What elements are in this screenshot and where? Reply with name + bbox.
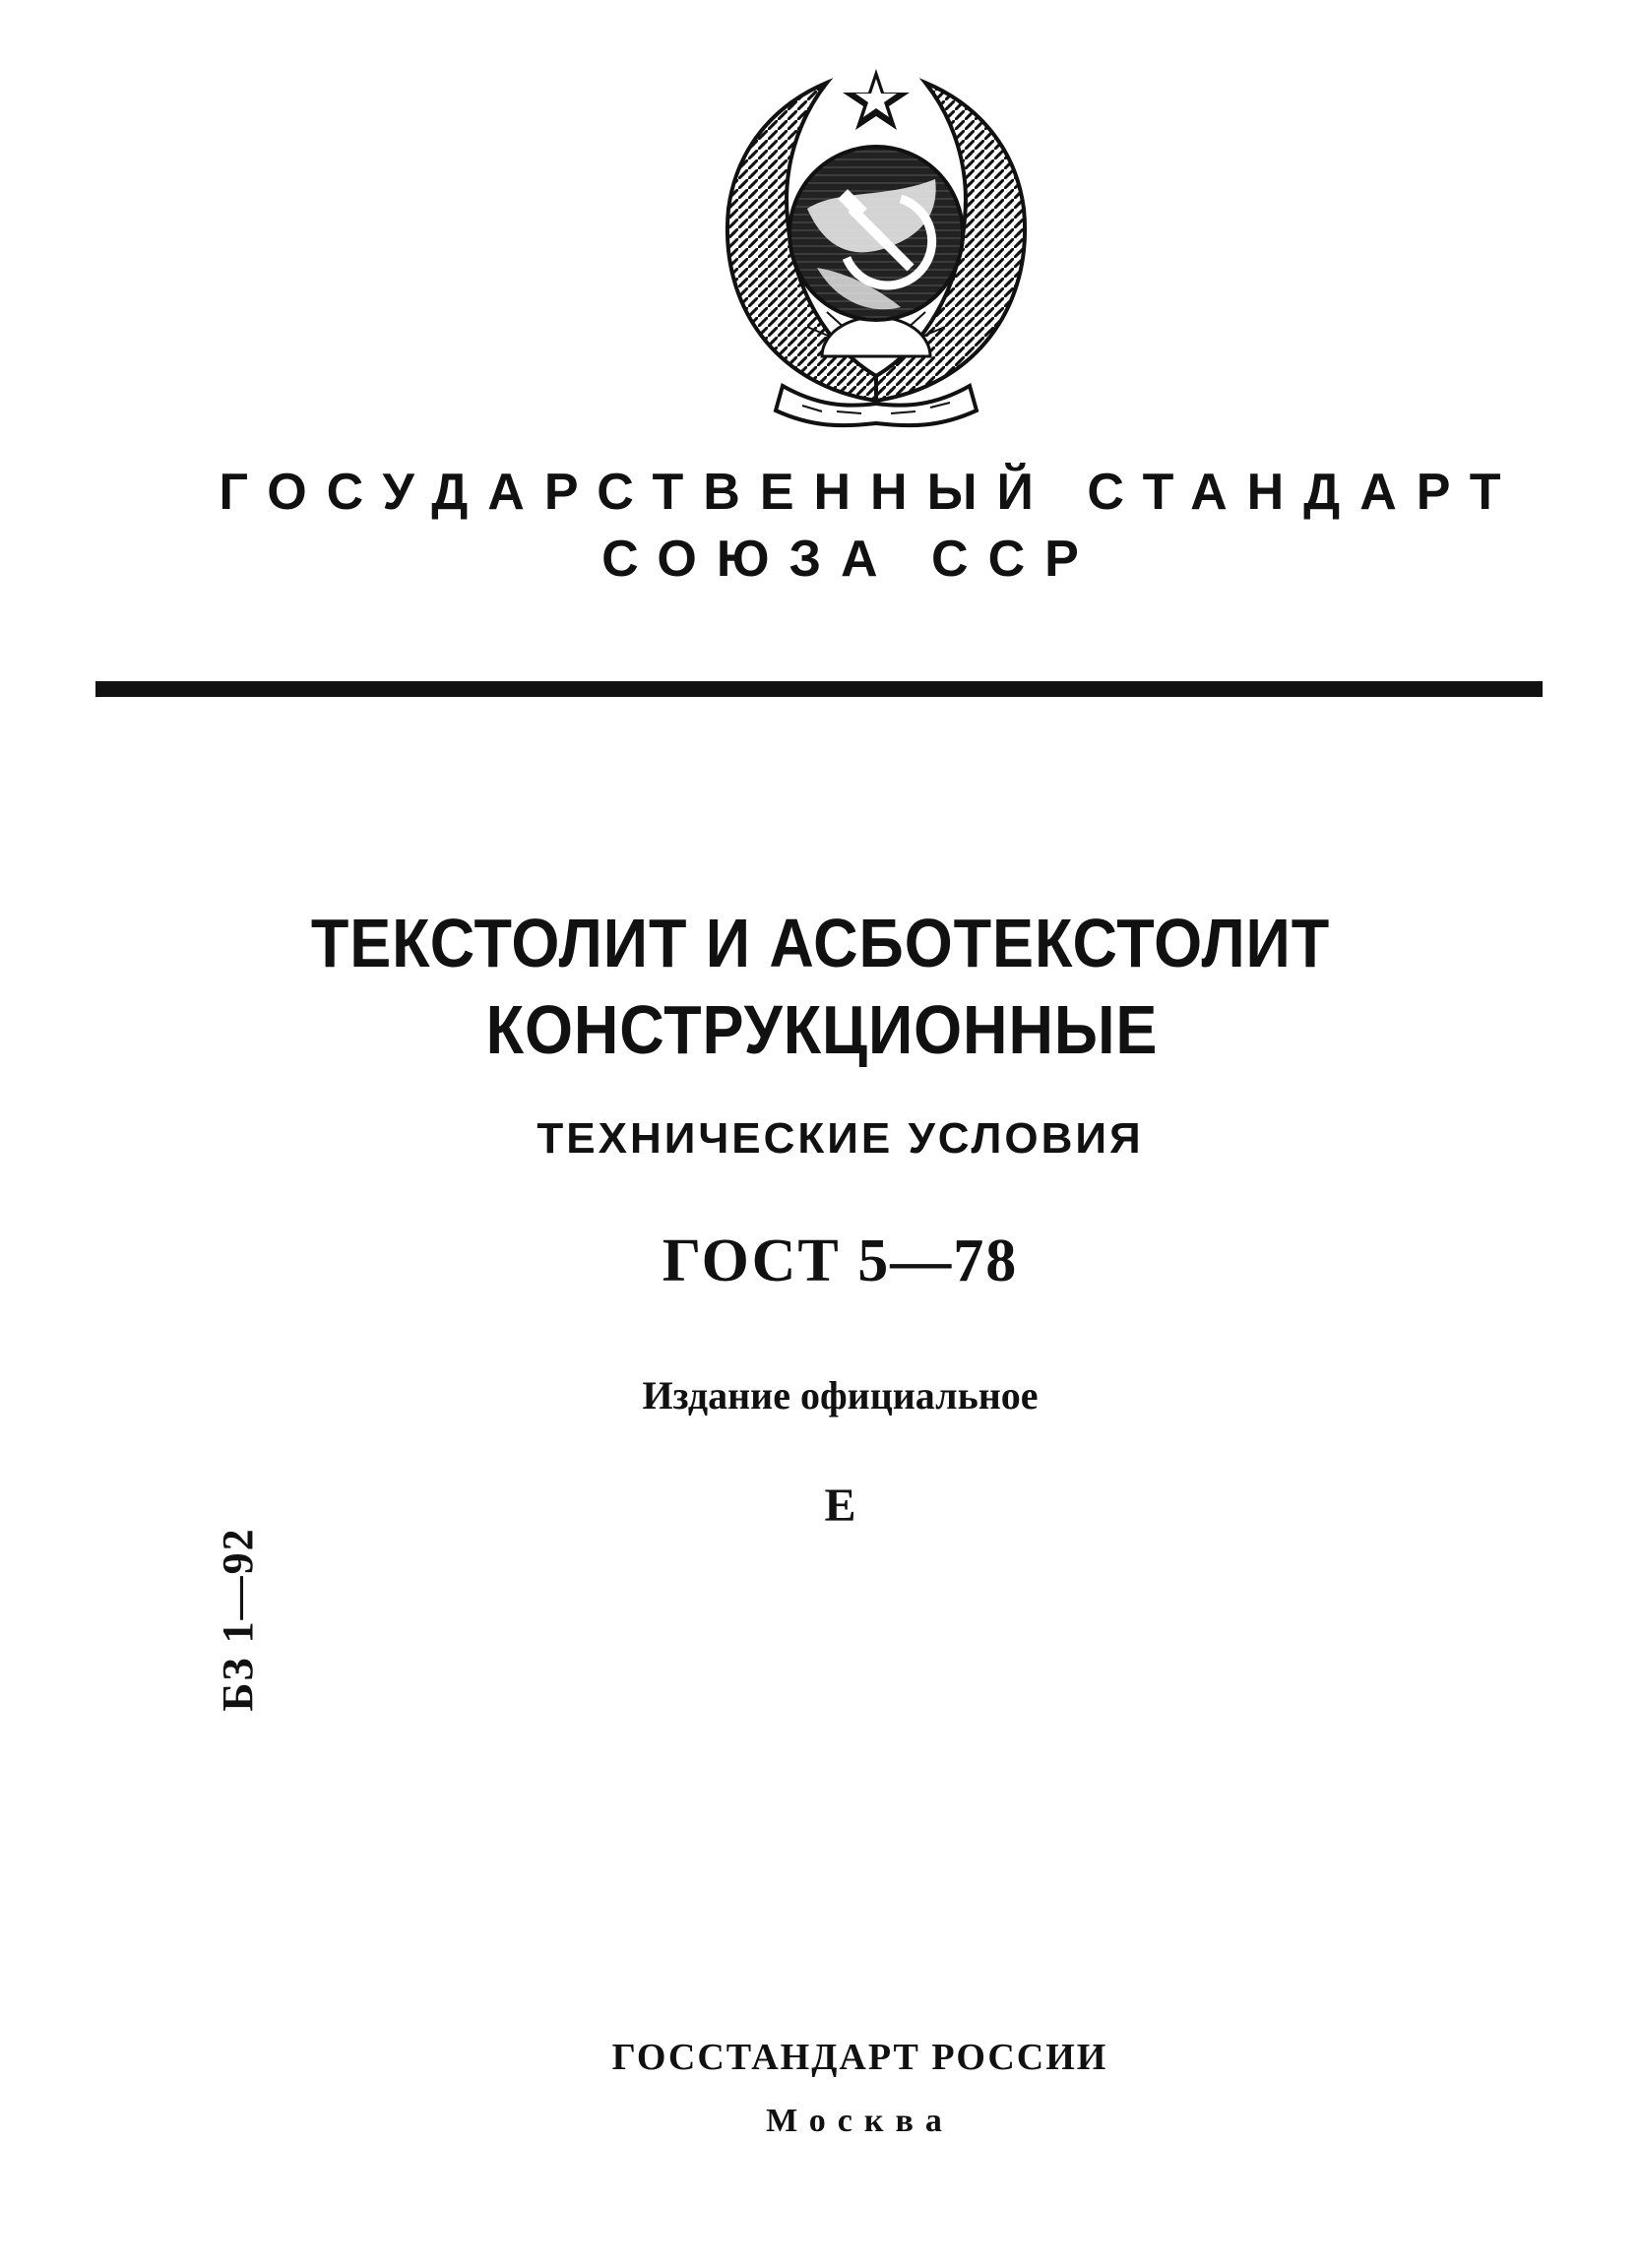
publisher-city: Москва — [766, 2103, 954, 2139]
document-title-line2: КОНСТРУКЦИОННЫЕ — [485, 991, 1159, 1068]
standard-number: ГОСТ 5—78 — [662, 1228, 1019, 1294]
header-union-ussr: СОЮЗА ССР — [601, 531, 1099, 588]
state-emblem-icon — [689, 61, 1063, 435]
edition-letter: Е — [824, 1480, 856, 1532]
header-divider — [95, 681, 1543, 697]
edition-label: Издание официальное — [642, 1373, 1039, 1418]
side-code: БЗ 1—92 — [214, 1527, 262, 1712]
document-subtitle: ТЕХНИЧЕСКИЕ УСЛОВИЯ — [536, 1114, 1144, 1163]
publisher-name: ГОССТАНДАРТ РОССИИ — [611, 2037, 1108, 2078]
header-state-standard: ГОСУДАРСТВЕННЫЙ СТАНДАРТ — [219, 464, 1521, 521]
document-title-line1: ТЕКСТОЛИТ И АСБОТЕКСТОЛИТ — [310, 905, 1331, 981]
